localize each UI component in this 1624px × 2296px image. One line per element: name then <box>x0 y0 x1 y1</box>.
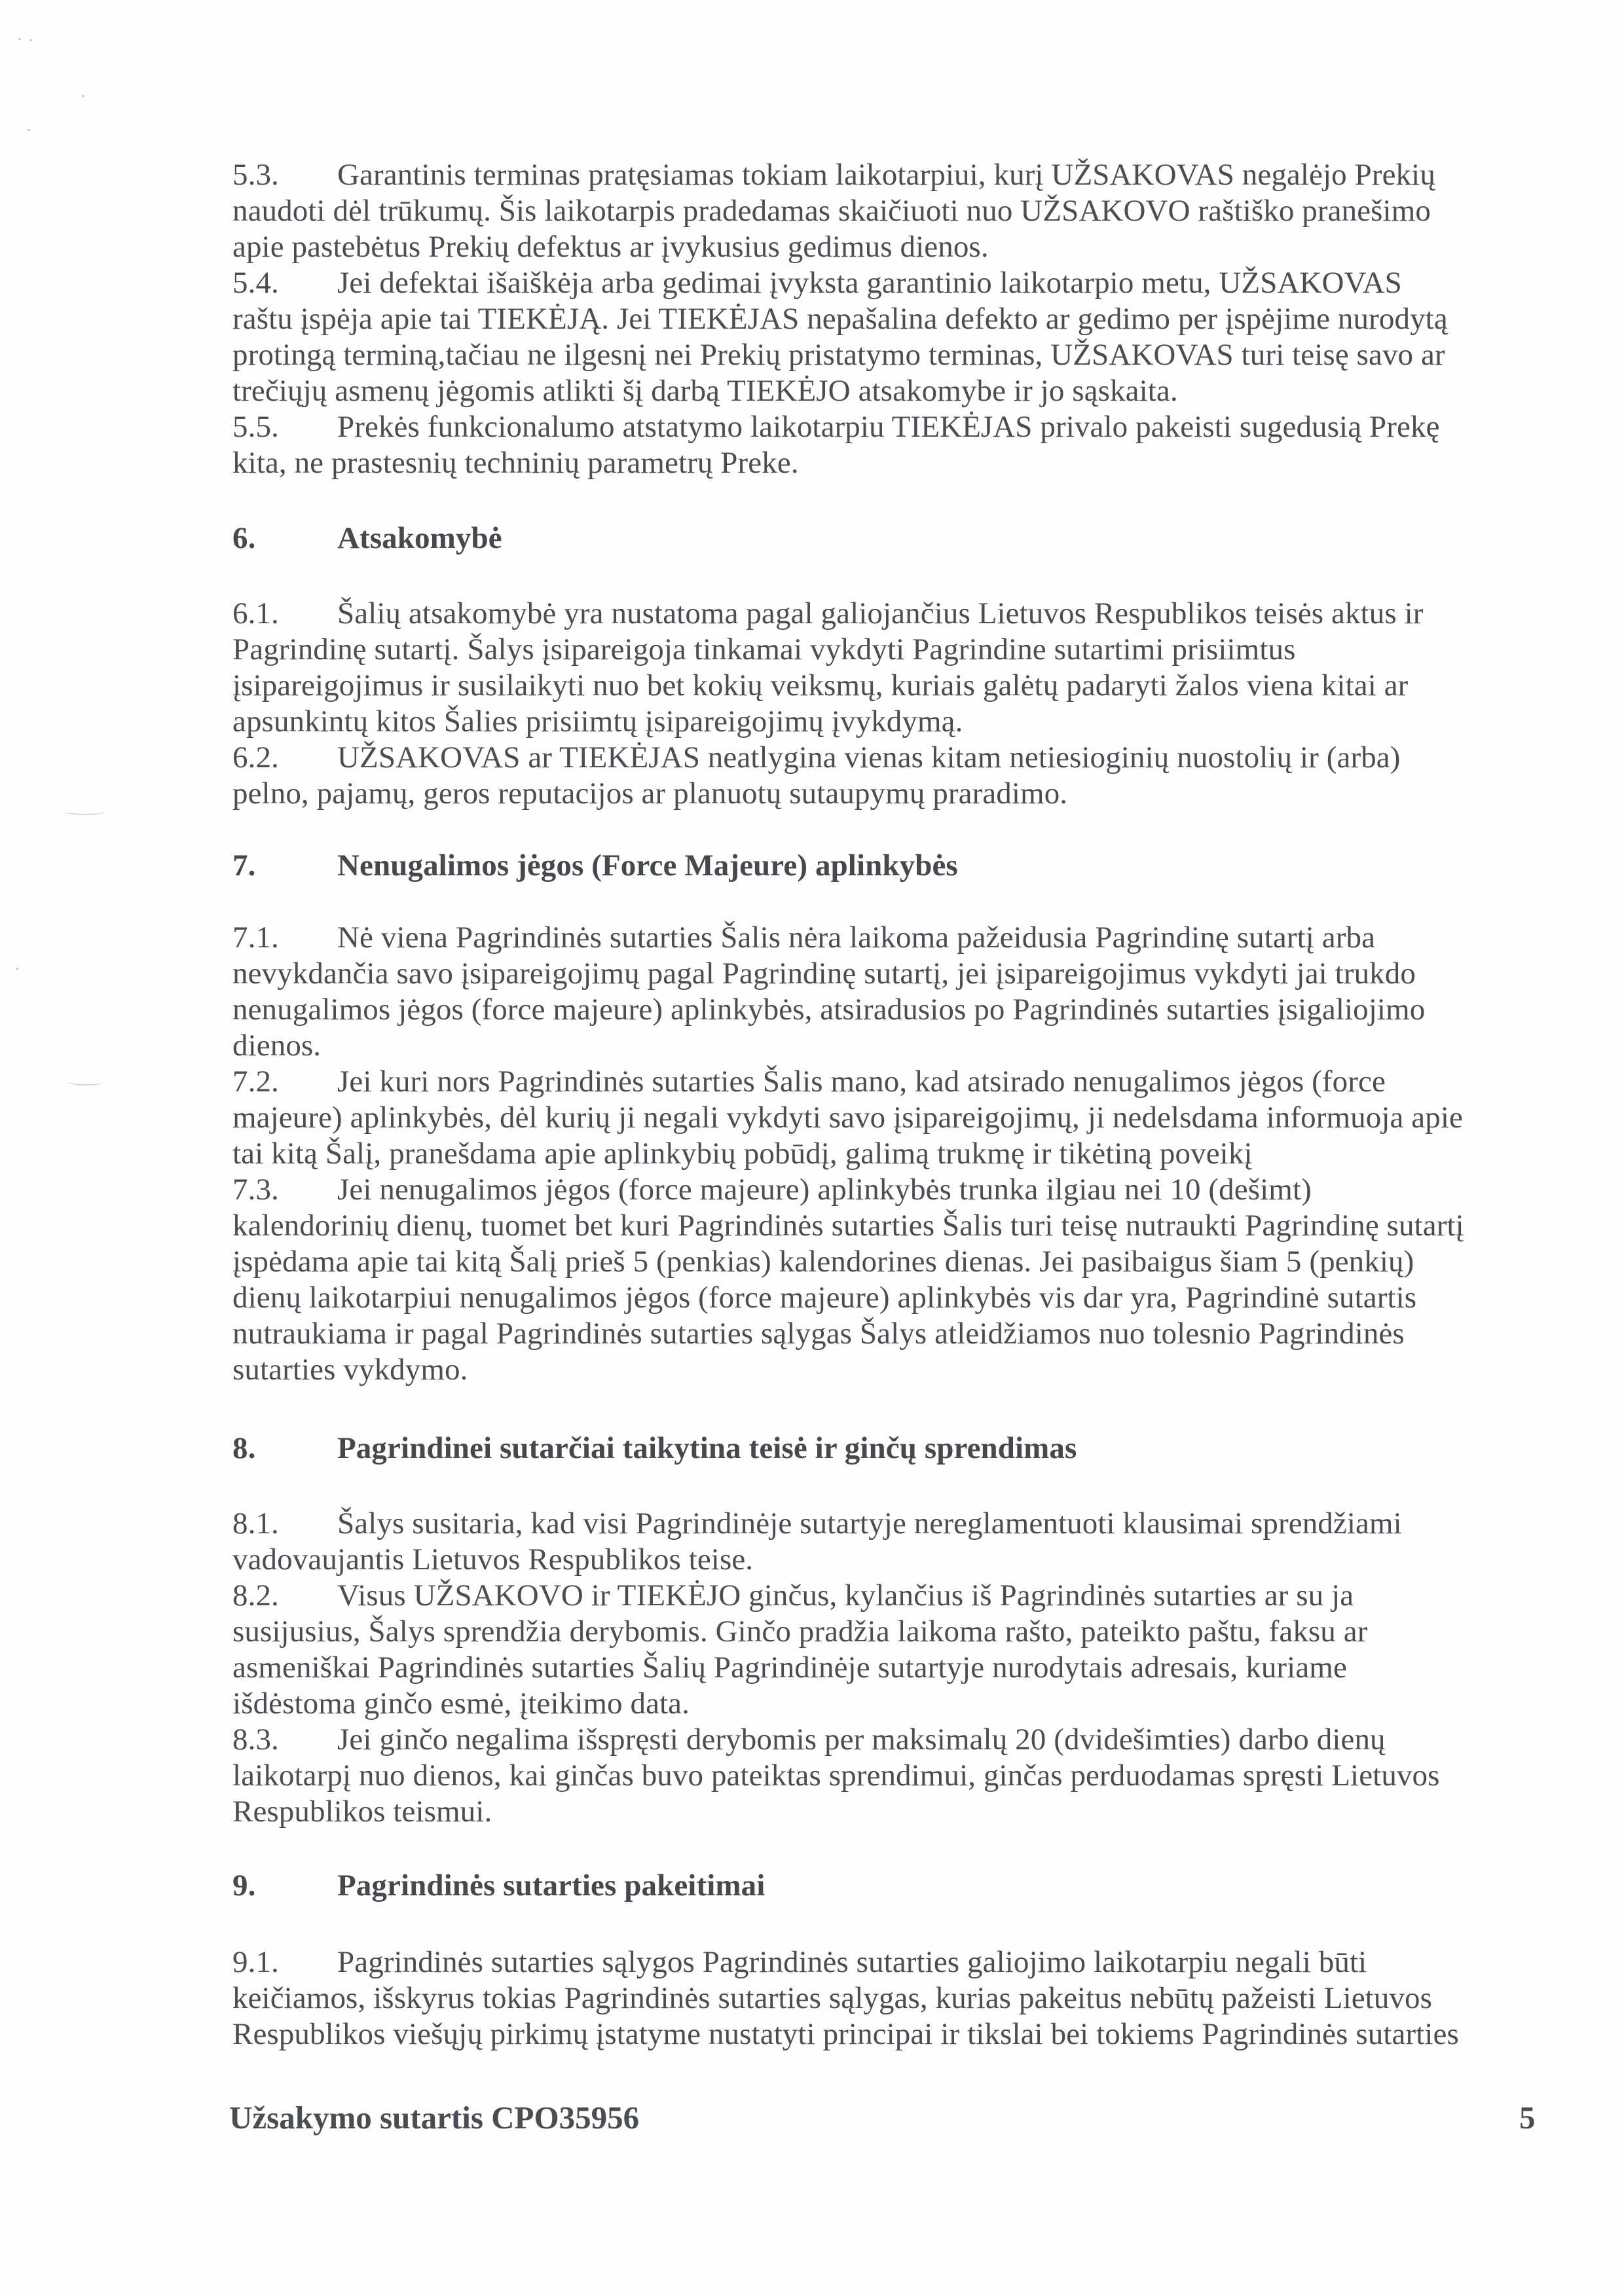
clause-line <box>232 445 799 481</box>
clause-line <box>232 1614 1367 1650</box>
section-number: 8. <box>232 1431 256 1465</box>
clause-first-line <box>232 1064 1386 1100</box>
clause-line <box>232 1028 321 1064</box>
scan-speck <box>18 38 21 40</box>
page-number: 5 <box>1519 2100 1536 2136</box>
clause-text: Visus UŽSAKOVO ir TIEKĖJO ginčus, kylančius iš Pagrindinės sutarties ar su ja <box>337 1578 1354 1613</box>
clause-line <box>232 1758 1440 1794</box>
clause-number: 8.1. <box>232 1506 279 1540</box>
clause-text: nenugalimos jėgos (force majeure) aplinkybės, atsiradusios po Pagrindinės sutarties įsigaliojimo <box>232 993 1426 1027</box>
section-heading <box>232 520 502 556</box>
clause-text: Pagrindinę sutartį. Šalys įsipareigoja tinkamai vykdyti Pagrindine sutartimi prisiimtus <box>232 632 1296 666</box>
clause-text: laikotarpį nuo dienos, kai ginčas buvo pateiktas sprendimui, ginčas perduodamas spręsti Lietuvos <box>232 1758 1440 1793</box>
clause-text: Jei nenugalimos jėgos (force majeure) aplinkybės trunka ilgiau nei 10 (dešimt) <box>337 1173 1312 1207</box>
clause-first-line <box>232 596 1424 632</box>
clause-number: 5.3. <box>232 158 279 192</box>
section-number: 7. <box>232 848 256 883</box>
clause-line <box>232 668 1408 704</box>
clause-number: 8.2. <box>232 1578 279 1613</box>
clause-line <box>232 193 1431 229</box>
scan-speck <box>82 95 84 97</box>
clause-line <box>232 776 1067 812</box>
clause-first-line <box>232 1506 1402 1542</box>
clause-line <box>232 229 989 265</box>
clause-line <box>232 1542 753 1578</box>
clause-number: 8.3. <box>232 1722 279 1757</box>
clause-line <box>232 1136 1253 1172</box>
clause-text: keičiamos, išskyrus tokias Pagrindinės sutarties sąlygas, kurias pakeitus nebūtų pažeisti Lietuvos <box>232 1981 1433 2015</box>
clause-text: Respublikos teismui. <box>232 1795 492 1829</box>
section-number: 9. <box>232 1868 256 1903</box>
clause-text: Prekės funkcionalumo atstatymo laikotarpiu TIEKĖJAS privalo pakeisti sugedusią Prekę <box>337 410 1440 444</box>
clause-text: majeure) aplinkybės, dėl kurių ji negali vykdyti savo įsipareigojimų, ji nedelsdama informuoja apie <box>232 1101 1463 1135</box>
clause-text: asmeniškai Pagrindinės sutarties Šalių Pagrindinėje sutartyje nurodytais adresais, kuriame <box>232 1650 1347 1685</box>
clause-text: Šalių atsakomybė yra nustatoma pagal galiojančius Lietuvos Respublikos teisės aktus ir <box>337 596 1424 630</box>
clause-text: pelno, pajamų, geros reputacijos ar planuotų sutaupymų praradimo. <box>232 776 1068 811</box>
clause-line <box>232 1244 1414 1280</box>
clause-text: dienos. <box>232 1029 322 1063</box>
clause-line <box>232 1316 1405 1352</box>
clause-text: Šalys susitaria, kad visi Pagrindinėje sutartyje nereglamentuoti klausimai sprendžiami <box>337 1506 1402 1540</box>
clause-first-line <box>232 409 1440 445</box>
clause-first-line <box>232 1172 1312 1208</box>
section-title: Pagrindinei sutarčiai taikytina teisė ir ginčų sprendimas <box>337 1431 1077 1465</box>
section-number: 6. <box>232 521 256 555</box>
clause-first-line <box>232 740 1401 776</box>
section-title: Atsakomybė <box>337 521 502 555</box>
clause-line <box>232 301 1448 337</box>
clause-number: 7.2. <box>232 1065 279 1099</box>
clause-first-line <box>232 920 1375 956</box>
clause-text: vadovaujantis Lietuvos Respublikos teise. <box>232 1542 754 1576</box>
clause-first-line <box>232 1722 1386 1758</box>
clause-number: 7.1. <box>232 920 279 955</box>
clause-line <box>232 1980 1432 2016</box>
clause-text: kalendorinių dienų, tuomet bet kuri Pagrindinės sutarties Šalis turi teisę nutraukti Pagrindinę sutartį <box>232 1209 1464 1243</box>
clause-text: trečiųjų asmenų jėgomis atlikti šį darbą TIEKĖJO atsakomybe ir jo sąskaita. <box>232 374 1178 408</box>
clause-text: išdėstoma ginčo esmė, įteikimo data. <box>232 1686 690 1721</box>
clause-first-line <box>232 1944 1367 1980</box>
clause-text: Nė viena Pagrindinės sutarties Šalis nėra laikoma pažeidusia Pagrindinę sutartį arba <box>337 920 1376 955</box>
clause-line <box>232 1650 1347 1686</box>
clause-number: 7.3. <box>232 1173 279 1207</box>
section-title: Pagrindinės sutarties pakeitimai <box>337 1868 766 1903</box>
clause-line <box>232 337 1445 373</box>
scan-speck <box>29 39 32 41</box>
clause-text: sutarties vykdymo. <box>232 1353 468 1387</box>
clause-number: 9.1. <box>232 1945 279 1979</box>
clause-line <box>232 956 1416 992</box>
scan-speck <box>16 968 18 970</box>
clause-line <box>232 1280 1416 1316</box>
footer-title: Užsakymo sutartis CPO35956 <box>229 2100 640 2136</box>
clause-text: protingą terminą,tačiau ne ilgesnį nei Prekių pristatymo terminas, UŽSAKOVAS turi teisę savo ar <box>232 338 1445 372</box>
clause-text: UŽSAKOVAS ar TIEKĖJAS neatlygina vienas kitam netiesioginių nuostolių ir (arba) <box>337 740 1401 774</box>
clause-line <box>232 1686 690 1722</box>
clause-number: 6.1. <box>232 596 279 630</box>
clause-number: 5.4. <box>232 266 279 300</box>
clause-text: nevykdančia savo įsipareigojimų pagal Pagrindinę sutartį, jei įsipareigojimus vykdyti jai trukdo <box>232 957 1416 991</box>
clause-first-line <box>232 1578 1354 1614</box>
clause-text: Pagrindinės sutarties sąlygos Pagrindinės sutarties galiojimo laikotarpiu negali būti <box>337 1945 1367 1979</box>
clause-text: įsipareigojimus ir susilaikyti nuo bet kokių veiksmų, kuriais galėtų padaryti žalos viena kitai ar <box>232 668 1409 702</box>
clause-text: įspėdama apie tai kitą Šalį prieš 5 (penkias) kalendorines dienas. Jei pasibaigus šiam 5 (penkių) <box>232 1245 1414 1279</box>
clause-line <box>232 1100 1463 1136</box>
clause-text: Respublikos viešųjų pirkimų įstatyme nustatyti principai ir tikslai bei tokiems Pagrindinės sutarties <box>232 2017 1459 2051</box>
clause-text: susijusius, Šalys sprendžia derybomis. Ginčo pradžia laikoma rašto, pateikto paštu, faksu ar <box>232 1614 1368 1649</box>
clause-text: dienų laikotarpiui nenugalimos jėgos (force majeure) aplinkybės vis dar yra, Pagrindinė sutartis <box>232 1281 1417 1315</box>
clause-text: tai kitą Šalį, pranešdama apie aplinkybių pobūdį, galimą trukmę ir tikėtiną poveikį <box>232 1137 1253 1171</box>
clause-text: apie pastebėtus Prekių defektus ar įvykusius gedimus dienos. <box>232 230 989 264</box>
clause-text: nutraukiama ir pagal Pagrindinės sutarties sąlygas Šalys atleidžiamos nuo tolesnio Pagrindinės <box>232 1317 1405 1351</box>
clause-text: kita, ne prastesnių techninių parametrų Preke. <box>232 446 799 480</box>
clause-number: 5.5. <box>232 410 279 444</box>
clause-text: apsunkintų kitos Šalies prisiimtų įsipareigojimų įvykdymą. <box>232 704 963 738</box>
clause-text: Jei defektai išaiškėja arba gedimai įvyksta garantinio laikotarpio metu, UŽSAKOVAS <box>337 266 1402 300</box>
clause-first-line <box>232 265 1402 301</box>
clause-text: naudoti dėl trūkumų. Šis laikotarpis pradedamas skaičiuoti nuo UŽSAKOVO raštiško pranešimo <box>232 194 1431 228</box>
clause-line <box>232 992 1425 1028</box>
scan-speck <box>28 129 30 131</box>
clause-line <box>232 704 963 740</box>
section-heading <box>232 848 958 884</box>
section-title: Nenugalimos jėgos (Force Majeure) aplinkybės <box>337 848 958 883</box>
clause-line <box>232 1352 468 1388</box>
clause-line <box>232 373 1178 409</box>
clause-text: Jei kuri nors Pagrindinės sutarties Šalis mano, kad atsirado nenugalimos jėgos (force <box>337 1065 1386 1099</box>
clause-line <box>232 1794 492 1830</box>
clause-first-line <box>232 157 1435 193</box>
scan-hole-mark <box>67 1079 103 1085</box>
clause-line <box>232 632 1295 668</box>
section-heading <box>232 1868 765 1904</box>
clause-line <box>232 2016 1459 2052</box>
clause-number: 6.2. <box>232 740 279 774</box>
clause-text: Jei ginčo negalima išspręsti derybomis per maksimalų 20 (dvidešimties) darbo dienų <box>337 1722 1386 1757</box>
clause-line <box>232 1208 1464 1244</box>
clause-text: Garantinis terminas pratęsiamas tokiam laikotarpiui, kurį UŽSAKOVAS negalėjo Prekių <box>337 158 1435 192</box>
scan-hole-mark <box>65 809 105 815</box>
clause-text: raštu įspėja apie tai TIEKĖJĄ. Jei TIEKĖJAS nepašalina defekto ar gedimo per įspėjime nurodytą <box>232 302 1448 336</box>
section-heading <box>232 1430 1077 1467</box>
